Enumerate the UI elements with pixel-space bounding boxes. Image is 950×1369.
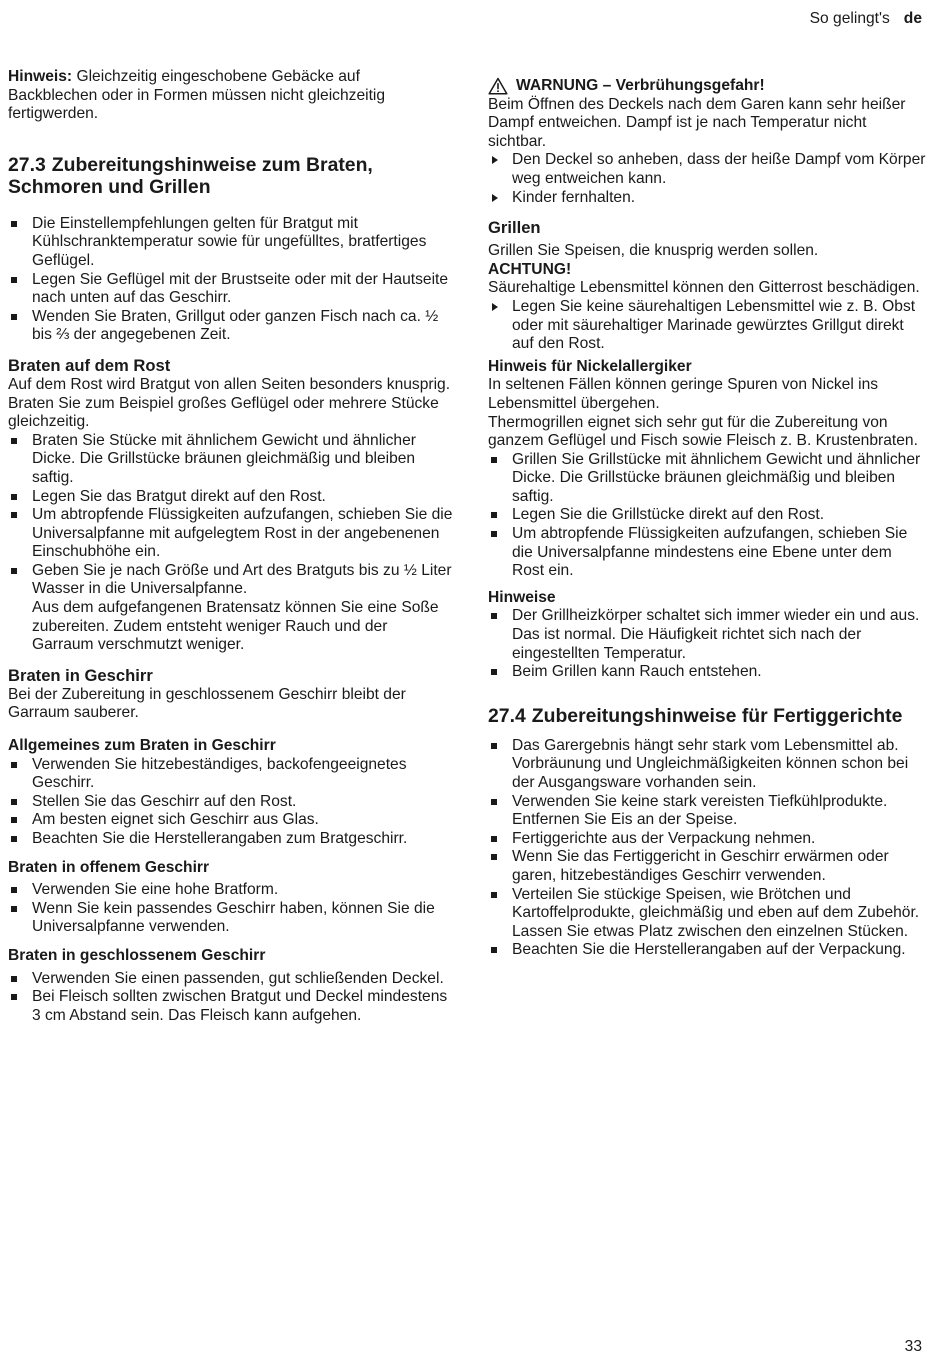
section-27-3-heading — [8, 154, 453, 198]
warning-heading — [488, 77, 928, 96]
grillen-heading: Grillen — [488, 218, 541, 238]
rost-list — [8, 432, 453, 655]
section-number: 27.4 — [488, 704, 526, 727]
list-item: Legen Sie Geflügel mit der Brustseite oder mit der Hautseite nach unten auf das Geschirr. — [8, 271, 453, 308]
list-item: Verwenden Sie hitzebeständiges, backofengeeignetes Geschirr. — [8, 756, 453, 793]
list-item: Wenden Sie Braten, Grillgut oder ganzen Fisch nach ca. ½ bis ⅔ der angegebenen Zeit. — [8, 308, 453, 345]
geschirr-heading: Braten in Geschirr — [8, 665, 153, 685]
list-item: Bei Fleisch sollten zwischen Bratgut und Deckel mindestens 3 cm Abstand sein. Das Fleisch kann aufgehen. — [8, 988, 453, 1025]
fertig-list — [488, 737, 928, 960]
list-item: Um abtropfende Flüssigkeiten aufzufangen, schieben Sie die Universalpfanne mit aufgelegtem Rost in der angebenenen Einschubhöhe ein. — [8, 506, 453, 562]
section-title: Zubereitungshinweise zum Braten, Schmoren und Grillen — [8, 153, 373, 198]
thermo-text: Thermogrillen eignet sich sehr gut für die Zubereitung von ganzem Geflügel und Fisch sowie Fleisch z. B. Krustenbraten. — [488, 413, 918, 450]
list-item: Die Einstellempfehlungen gelten für Bratgut mit Kühlschranktemperatur sowie für ungefülltes, bratfertiges Geflügel. — [8, 215, 453, 271]
hinweise-heading: Hinweise — [488, 588, 556, 606]
offen-list — [8, 881, 453, 937]
hint-label: Hinweis: — [8, 68, 73, 85]
list-item-extra: Aus dem aufgefangenen Bratensatz können Sie eine Soße zubereiten. Zudem entsteht weniger Rauch und der Garraum verschmutzt weniger. — [32, 599, 439, 654]
hint-paragraph — [8, 68, 453, 124]
list-item — [8, 562, 453, 655]
list-item: Das Garergebnis hängt sehr stark vom Lebensmittel ab. Vorbräunung und Ungleichmäßigkeiten können schon bei der Ausgangsware vorhanden sein. — [488, 737, 928, 793]
step-item: Den Deckel so anheben, dass der heiße Dampf vom Körper weg entweichen kann. — [488, 151, 928, 188]
page-header — [810, 10, 922, 29]
achtung-text: Säurehaltige Lebensmittel können den Gitterrost beschädigen. — [488, 279, 920, 297]
section-title: Zubereitungshinweise für Fertiggerichte — [531, 704, 903, 727]
grillen-text: Grillen Sie Speisen, die knusprig werden sollen. — [488, 242, 819, 260]
rost-text: Auf dem Rost wird Bratgut von allen Seiten besonders knusprig. Braten Sie zum Beispiel großes Geflügel oder mehrere Stücke gleichzeitig. — [8, 375, 451, 431]
list-item: Am besten eignet sich Geschirr aus Glas. — [8, 811, 453, 830]
hint-text: Gleichzeitig eingeschobene Gebäcke auf Backblechen oder in Formen müssen nicht gleichzeitig fertigwerden. — [8, 68, 386, 123]
language-code: de — [903, 10, 922, 27]
offen-heading: Braten in offenem Geschirr — [8, 858, 210, 876]
list-item-text: Geben Sie je nach Größe und Art des Bratguts bis zu ½ Liter Wasser in die Universalpfanne. — [32, 561, 452, 598]
list-item: Beim Grillen kann Rauch entstehen. — [488, 663, 928, 682]
list-item: Wenn Sie das Fertiggericht in Geschirr erwärmen oder garen, hitzebeständiges Geschirr verwenden. — [488, 848, 928, 885]
list-item: Legen Sie die Grillstücke direkt auf den Rost. — [488, 506, 928, 525]
step-item: Kinder fernhalten. — [488, 189, 928, 208]
right-column — [488, 77, 928, 960]
nickel-text: In seltenen Fällen können geringe Spuren von Nickel ins Lebensmittel übergehen. — [488, 376, 879, 412]
list-item: Verwenden Sie einen passenden, gut schließenden Deckel. — [8, 970, 453, 989]
list-item: Legen Sie das Bratgut direkt auf den Rost. — [8, 488, 453, 507]
list-item: Fertiggerichte aus der Verpackung nehmen. — [488, 830, 928, 849]
achtung-steps — [488, 298, 928, 354]
geschl-list — [8, 970, 453, 1026]
thermo-list — [488, 451, 928, 581]
list-item: Der Grillheizkörper schaltet sich immer wieder ein und aus. Das ist normal. Die Häufigkeit richtet sich nach der eingestellten Temperatur. — [488, 607, 928, 663]
allg-heading: Allgemeines zum Braten in Geschirr — [8, 737, 276, 755]
rost-heading: Braten auf dem Rost — [8, 355, 171, 375]
list-item: Wenn Sie kein passendes Geschirr haben, können Sie die Universalpfanne verwenden. — [8, 900, 453, 937]
list-item: Verwenden Sie eine hohe Bratform. — [8, 881, 453, 900]
geschirr-text: Bei der Zubereitung in geschlossenem Geschirr bleibt der Garraum sauberer. — [8, 685, 406, 722]
warning-title: WARNUNG – Verbrühungsgefahr! — [516, 77, 765, 94]
intro-list — [8, 215, 453, 345]
list-item: Braten Sie Stücke mit ähnlichem Gewicht und ähnlicher Dicke. Die Grillstücke bräunen gleichmäßig und bleiben saftig. — [8, 432, 453, 488]
nickel-heading: Hinweis für Nickelallergiker — [488, 357, 692, 375]
left-column — [8, 68, 453, 1025]
hinweise-list — [488, 607, 928, 681]
warning-steps — [488, 151, 928, 207]
list-item: Beachten Sie die Herstellerangaben auf der Verpackung. — [488, 941, 928, 960]
list-item: Grillen Sie Grillstücke mit ähnlichem Gewicht und ähnlicher Dicke. Die Grillstücke bräunen gleichmäßig und bleiben saftig. — [488, 451, 928, 507]
allg-list — [8, 756, 453, 849]
warning-icon — [488, 77, 508, 95]
list-item: Um abtropfende Flüssigkeiten aufzufangen, schieben Sie die Universalpfanne mindestens eine Ebene unter dem Rost ein. — [488, 525, 928, 581]
list-item: Verteilen Sie stückige Speisen, wie Brötchen und Kartoffelprodukte, gleichmäßig und eben auf dem Zubehör. Lassen Sie etwas Platz zwischen den einzelnen Stücken. — [488, 886, 928, 942]
section-27-4-heading — [488, 705, 928, 727]
step-item: Legen Sie keine säurehaltigen Lebensmittel wie z. B. Obst oder mit säurehaltiger Marinade gewürztes Grillgut direkt auf den Rost. — [488, 298, 928, 354]
achtung-heading: ACHTUNG! — [488, 260, 572, 278]
list-item: Stellen Sie das Geschirr auf den Rost. — [8, 793, 453, 812]
page-number: 33 — [904, 1338, 922, 1356]
section-number: 27.3 — [8, 153, 46, 176]
list-item: Beachten Sie die Herstellerangaben zum Bratgeschirr. — [8, 830, 453, 849]
list-item: Verwenden Sie keine stark vereisten Tiefkühlprodukte. Entfernen Sie Eis an der Speise. — [488, 793, 928, 830]
warning-text: Beim Öffnen des Deckels nach dem Garen kann sehr heißer Dampf entweichen. Dampf ist je nach Temperatur nicht sichtbar. — [488, 95, 906, 150]
geschl-heading: Braten in geschlossenem Geschirr — [8, 946, 266, 964]
header-title: So gelingt's — [809, 10, 890, 27]
